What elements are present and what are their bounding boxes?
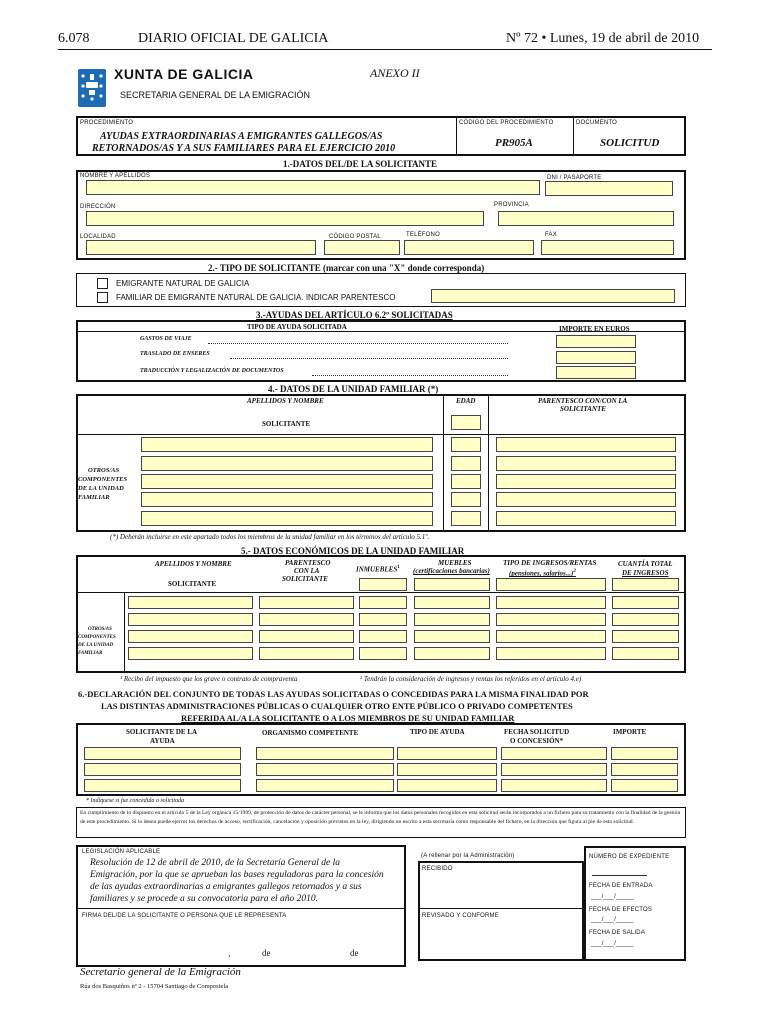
- section-6-title-1: 6.-DECLARACIÓN DEL CONJUNTO DE TODAS LAS AYUDAS SOLICITADAS O CONCEDIDAS PARA LA MISMA FINALIDAD POR: [78, 689, 589, 699]
- signature-area[interactable]: [82, 922, 400, 944]
- locality-label: LOCALIDAD: [80, 234, 116, 240]
- relative-option-label: FAMILIAR DE EMIGRANTE NATURAL DE GALICIA. INDICAR PARENTESCO: [116, 293, 396, 302]
- document-label: DOCUMENTO: [576, 120, 618, 126]
- econ-applicant-label: SOLICITANTE: [168, 580, 217, 588]
- aid-note: * Indíquese si fue concedida o solicitada: [86, 798, 184, 804]
- legislation-text: Resolución de 12 de abril de 2010, de la Secretaría General de la Emigración, por la que se aprueban las bases reguladoras para la concesión de las ayudas extraordinarias a emigrantes gallegos retornados y a sus familiares y se procede a su convocatoria para el año 2010.: [90, 858, 384, 904]
- economic-cell-field[interactable]: [128, 647, 253, 660]
- economic-cell-field[interactable]: [359, 578, 407, 591]
- locality-field[interactable]: [86, 240, 316, 255]
- family-applicant-label: SOLICITANTE: [262, 420, 311, 428]
- family-member-kinship-field[interactable]: [496, 456, 676, 471]
- addressee: Secretario general de la Emigración: [80, 966, 241, 978]
- family-member-age-field[interactable]: [451, 492, 481, 507]
- family-member-kinship-field[interactable]: [496, 437, 676, 452]
- footnote-1: ¹ Recibo del impuesto que los grave o contrato de compraventa: [120, 675, 298, 683]
- admin-box: [418, 861, 584, 961]
- procedure-title-2: RETORNADOS/AS Y A SUS FAMILIARES PARA EL EJERCICIO 2010: [92, 143, 396, 154]
- entry-date-label: FECHA DE ENTRADA: [589, 883, 653, 889]
- economic-cell-field[interactable]: [496, 647, 606, 660]
- agency-header: ORGANISMO COMPETENTE: [262, 729, 359, 737]
- economic-cell-field[interactable]: [612, 647, 679, 660]
- economic-cell-field[interactable]: [359, 630, 407, 643]
- econ-kinship-header-2: CON LA: [294, 567, 320, 575]
- effects-date-blank: ___/___/_____: [591, 917, 634, 923]
- aid-cell-field[interactable]: [397, 779, 497, 792]
- signature-comma: ,: [228, 948, 231, 958]
- family-member-age-field[interactable]: [451, 474, 481, 489]
- emigrant-checkbox[interactable]: [97, 278, 108, 289]
- dni-label: DNI / PASAPORTE: [547, 175, 602, 181]
- family-member-age-field[interactable]: [451, 456, 481, 471]
- name-label: NOMBRE Y APELLIDOS: [80, 173, 151, 179]
- economic-cell-field[interactable]: [496, 613, 606, 626]
- aid-cell-field[interactable]: [84, 779, 241, 792]
- section-4-title: 4.- DATOS DE LA UNIDAD FAMILIAR (*): [268, 384, 439, 394]
- postal-code-field[interactable]: [324, 240, 400, 255]
- kinship-header-2: SOLICITANTE: [560, 405, 606, 413]
- family-member-name-field[interactable]: [141, 456, 433, 471]
- family-member-age-field[interactable]: [451, 437, 481, 452]
- family-others-label: OTROS/AS COMPONENTES DE LA UNIDAD FAMILIAR: [78, 467, 128, 501]
- family-member-name-field[interactable]: [141, 511, 433, 526]
- economic-cell-field[interactable]: [259, 613, 354, 626]
- code-label: CÓDIGO DEL PROCEDIMIENTO: [459, 120, 554, 126]
- econ-others-label: OTROS/AS COMPONENTES DE LA UNIDAD FAMILIAR: [78, 627, 116, 656]
- journal-name: DIARIO OFICIAL DE GALICIA: [138, 31, 329, 46]
- economic-cell-field[interactable]: [128, 630, 253, 643]
- annex-title: ANEXO II: [370, 66, 420, 80]
- name-field[interactable]: [86, 180, 540, 195]
- exit-date-blank: ___/___/_____: [591, 941, 634, 947]
- legislation-label: LEGISLACIÓN APLICABLE: [82, 849, 161, 855]
- aid-cell-field[interactable]: [611, 747, 678, 760]
- date-header-1: FECHA SOLICITUD: [504, 728, 570, 736]
- travel-amount-field[interactable]: [556, 335, 636, 348]
- translation-amount-field[interactable]: [556, 366, 636, 379]
- translation-label: TRADUCCIÓN Y LEGALIZACIÓN DE DOCUMENTOS: [140, 368, 284, 374]
- postal-address: Rúa dos Basquiños nº 2 - 15704 Santiago de Compostela: [80, 983, 229, 990]
- family-member-age-field[interactable]: [451, 511, 481, 526]
- emigrant-option-label: EMIGRANTE NATURAL DE GALICIA: [116, 279, 250, 288]
- section-6-title-2: LAS DISTINTAS ADMINISTRACIONES PÚBLICAS O CUALQUIER OTRO ENTE PÚBLICO O PRIVADO COMPETENTES: [101, 701, 573, 711]
- procedure-title-1: AYUDAS EXTRAORDINARIAS A EMIGRANTES GALLEGOS/AS: [100, 131, 383, 142]
- received-label: RECIBIDO: [422, 866, 453, 872]
- economic-cell-field[interactable]: [612, 578, 679, 591]
- aid-type-header: TIPO DE AYUDA SOLICITADA: [247, 323, 347, 331]
- movable-subheader: (certificaciones bancarias): [413, 567, 490, 575]
- kinship-field[interactable]: [431, 289, 675, 303]
- aid-cell-field[interactable]: [84, 763, 241, 776]
- econ-kinship-header-3: SOLICITANTE: [282, 575, 328, 583]
- econ-kinship-header-1: PARENTESCO: [285, 559, 331, 567]
- page-number: 6.078: [58, 31, 90, 46]
- family-member-name-field[interactable]: [141, 492, 433, 507]
- aid-cell-field[interactable]: [256, 779, 394, 792]
- xunta-shield-icon: [77, 68, 107, 108]
- belongings-amount-field[interactable]: [556, 351, 636, 364]
- property-header: INMUEBLES$^1$: [356, 565, 400, 574]
- issue-date: Nº 72 • Lunes, 19 de abril de 2010: [506, 31, 700, 46]
- phone-label: TELÉFONO: [406, 232, 440, 238]
- total-income-header-2: DE INGRESOS: [622, 569, 669, 577]
- aid-cell-field[interactable]: [501, 747, 607, 760]
- entry-date-blank: ___/___/_____: [591, 894, 634, 900]
- economic-cell-field[interactable]: [414, 630, 490, 643]
- province-field[interactable]: [498, 211, 674, 226]
- expedient-label: NÚMERO DE EXPEDIENTE: [589, 854, 670, 860]
- age-header: EDAD: [456, 397, 476, 405]
- signature-de-1: de: [262, 948, 271, 958]
- economic-cell-field[interactable]: [612, 630, 679, 643]
- family-name-header: APELLIDOS Y NOMBRE: [247, 397, 324, 405]
- income-type-subheader: (pensiones, salarios...)$^2$: [509, 569, 576, 578]
- logo-name: XUNTA DE GALICIA: [114, 66, 254, 82]
- fax-field[interactable]: [541, 240, 674, 255]
- belongings-transfer-label: TRASLADO DE ENSERES: [140, 351, 210, 357]
- signature-label: FIRMA DEL/DE LA SOLICITANTE O PERSONA QUE LE REPRESENTA: [82, 913, 287, 919]
- procedure-label: PROCEDIMIENTO: [80, 120, 134, 126]
- exit-date-label: FECHA DE SALIDA: [589, 930, 646, 936]
- section-2-title: 2.- TIPO DE SOLICITANTE (marcar con una "X" donde corresponda): [208, 263, 485, 273]
- procedure-code: PR905A: [495, 137, 533, 149]
- economic-cell-field[interactable]: [259, 596, 354, 609]
- address-field[interactable]: [86, 211, 484, 226]
- fax-label: FAX: [545, 232, 557, 238]
- relative-checkbox[interactable]: [97, 292, 108, 303]
- economic-cell-field[interactable]: [359, 613, 407, 626]
- family-member-kinship-field[interactable]: [496, 492, 676, 507]
- privacy-text: En cumplimiento de lo dispuesto en el artículo 5 de la Ley orgánica 15/1999, de protección de datos de carácter personal, se le informa que los datos personales recogidos en esta solicitud serán incorporados a un fichero para su tratamiento con la finalidad de la gestión de este procedimiento. Si lo desea puede ejercer los derechos de acceso, rectificación, cancelación y oposición previstos en la ley, dirigiendo un escrito a esta secretaría como responsable del fichero, en la dirección que figura al pie de esta solicitud.: [80, 810, 681, 825]
- address-label: DIRECCIÓN: [80, 204, 116, 210]
- economic-cell-field[interactable]: [259, 630, 354, 643]
- admin-label: (A rellenar por la Administración): [421, 853, 515, 859]
- economic-cell-field[interactable]: [612, 613, 679, 626]
- phone-field[interactable]: [404, 240, 534, 255]
- document-type: SOLICITUD: [600, 137, 660, 149]
- reviewed-label: REVISADO Y CONFORME: [422, 913, 499, 919]
- total-income-header-1: CUANTÍA TOTAL: [618, 560, 673, 568]
- aid-cell-field[interactable]: [501, 763, 607, 776]
- section-1-title: 1.-DATOS DEL/DE LA SOLICITANTE: [283, 159, 438, 169]
- aid-cell-field[interactable]: [256, 747, 394, 760]
- economic-cell-field[interactable]: [359, 647, 407, 660]
- department-name: SECRETARIA GENERAL DE LA EMIGRACIÓN: [120, 90, 311, 100]
- header-rule: [58, 49, 712, 50]
- section-3-title: 3.-AYUDAS DEL ARTÍCULO 6.2º SOLICITADAS: [256, 310, 453, 320]
- aid-cell-field[interactable]: [84, 747, 241, 760]
- footnote-2: ² Tendrán la consideración de ingresos y rentas los referidos en el artículo 4.e): [360, 675, 582, 683]
- economic-cell-field[interactable]: [259, 647, 354, 660]
- family-applicant-age-field[interactable]: [451, 415, 481, 430]
- economic-cell-field[interactable]: [414, 578, 490, 591]
- family-note: (*) Deberán incluirse en este apartado todos los miembros de la unidad familiar en los términos del artículo 5.1º.: [110, 533, 430, 541]
- aid-cell-field[interactable]: [397, 747, 497, 760]
- aid-applicant-header-1: SOLICITANTE DE LA: [126, 728, 198, 736]
- family-member-name-field[interactable]: [141, 474, 433, 489]
- section-5-title: 5.- DATOS ECONÓMICOS DE LA UNIDAD FAMILIAR: [241, 546, 465, 556]
- economic-cell-field[interactable]: [128, 613, 253, 626]
- aid-applicant-header-2: AYUDA: [150, 737, 175, 745]
- movable-header: MUEBLES: [438, 559, 472, 567]
- aid-type-header-6: TIPO DE AYUDA: [410, 728, 465, 736]
- travel-expenses-label: GASTOS DE VIAJE: [140, 336, 192, 342]
- aid-cell-field[interactable]: [256, 763, 394, 776]
- econ-name-header: APELLIDOS Y NOMBRE: [155, 560, 232, 568]
- amount-header-6: IMPORTE: [613, 728, 647, 736]
- economic-cell-field[interactable]: [496, 578, 606, 591]
- postal-code-label: CÓDIGO POSTAL: [329, 234, 381, 240]
- economic-cell-field[interactable]: [414, 596, 490, 609]
- section-6-title-3: REFERIDA AL/A LA SOLICITANTE O A LOS MIEMBROS DE SU UNIDAD FAMILIAR: [181, 713, 515, 723]
- signature-de-2: de: [350, 948, 359, 958]
- amount-header: IMPORTE EN EUROS: [559, 325, 630, 333]
- income-type-header: TIPO DE INGRESOS/RENTAS: [503, 559, 597, 567]
- kinship-header-1: PARENTESCO CON/CON LA: [538, 397, 628, 405]
- family-member-kinship-field[interactable]: [496, 474, 676, 489]
- aid-cell-field[interactable]: [611, 779, 678, 792]
- aid-cell-field[interactable]: [501, 779, 607, 792]
- dni-field[interactable]: [545, 181, 673, 196]
- economic-cell-field[interactable]: [414, 613, 490, 626]
- economic-cell-field[interactable]: [496, 596, 606, 609]
- aid-cell-field[interactable]: [397, 763, 497, 776]
- family-member-name-field[interactable]: [141, 437, 433, 452]
- economic-cell-field[interactable]: [612, 596, 679, 609]
- aid-cell-field[interactable]: [611, 763, 678, 776]
- economic-cell-field[interactable]: [496, 630, 606, 643]
- date-header-2: O CONCESIÓN*: [510, 737, 564, 745]
- province-label: PROVINCIA: [494, 202, 529, 208]
- family-member-kinship-field[interactable]: [496, 511, 676, 526]
- effects-date-label: FECHA DE EFECTOS: [589, 907, 653, 913]
- economic-cell-field[interactable]: [414, 647, 490, 660]
- economic-cell-field[interactable]: [359, 596, 407, 609]
- economic-cell-field[interactable]: [128, 596, 253, 609]
